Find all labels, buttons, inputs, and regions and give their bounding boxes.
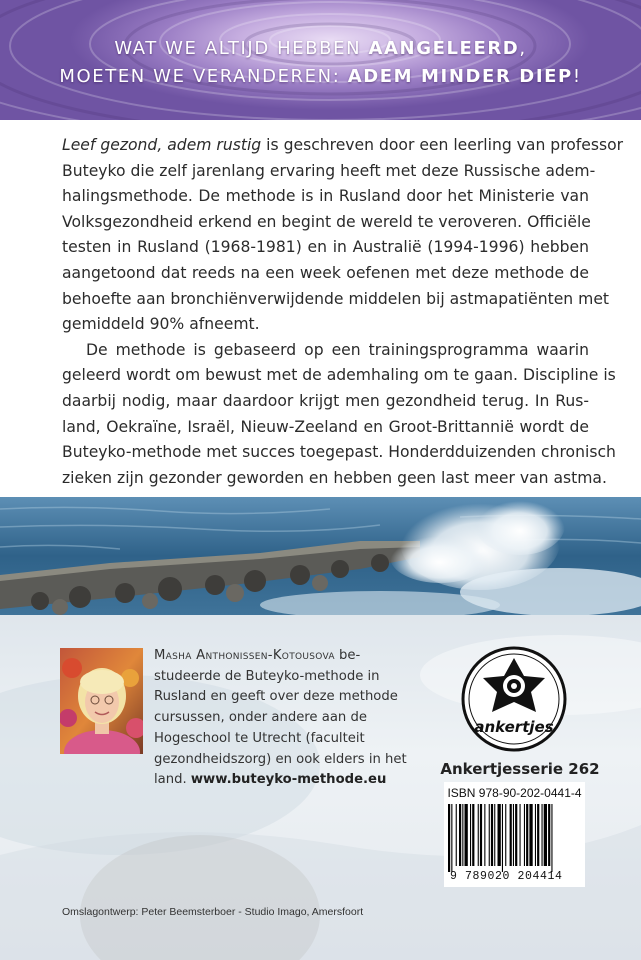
author-name: Masha Anthonissen-Kotousova [154,648,335,663]
bio-line: gezondheidszorg) en ook elders in het [154,751,407,767]
barcode-bar [513,804,514,866]
barcode-digits: 9 789020 204414 [450,870,563,883]
barcode-bar [510,804,512,866]
author-photo [60,648,143,754]
sea-pier-photo [0,497,641,615]
barcode [444,782,585,887]
barcode-bar [498,804,501,866]
barcode-bar [470,804,471,866]
barcode-bar [529,804,532,866]
bio-line: land. www.buteyko-methode.eu [154,772,387,788]
isbn-number: ISBN 978-90-202-0441-4 [447,786,582,800]
text-line: zieken zijn gezonder geworden en hebben geen last meer van astma. [62,468,607,487]
barcode-bar [478,804,479,866]
barcode-bar [465,804,468,866]
ankertjes-logo-icon [461,646,567,752]
barcode-bar [537,804,539,866]
barcode-bar [480,804,482,866]
text-line: testen in Rusland (1968-1981) en in Australië (1994-1996) hebben [62,238,589,257]
svg-text:ankertjes: ankertjes [474,718,554,736]
text-line: Volksgezondheid erkend en begint de wereld te veroveren. Officiële [62,212,591,231]
barcode-bar [489,804,490,866]
barcode-bar [544,804,547,866]
barcode-bar [494,804,495,866]
barcode-bar [520,804,521,866]
text-line: behoefte aan bronchiënverwijdende middelen bij astmapatiënten met [62,289,610,308]
text-line: geleerd wordt om bewust met de ademhaling om te gaan. Discipline is [62,366,616,385]
headline-line-2: MOETEN WE VERANDEREN: ADEM MINDER DIEP! [59,66,582,87]
paragraph-2 [62,338,616,492]
barcode-bar [524,804,525,866]
barcode-bar [451,804,452,872]
cover-credit: Omslagontwerp: Peter Beemsterboer - Studio Imago, Amersfoort [62,906,364,918]
barcode-bar [542,804,543,866]
barcode-bar [491,804,493,866]
bio-line: cursussen, onder andere aan de [154,710,367,726]
barcode-bar [515,804,517,866]
barcode-bar [484,804,485,866]
barcode-bar [502,804,503,872]
text-line: daarbij nodig, maar daardoor krijgt men gezondheid terug. In Rus- [62,391,589,410]
barcode-bar [505,804,506,866]
barcode-bar [462,804,463,866]
text-line: Leef gezond, adem rustig is geschreven door een leerling van professor [62,136,624,154]
ripple-pattern [0,0,641,120]
author-bio [154,646,407,791]
barcode-bar [459,804,461,866]
series-label: Ankertjesserie 262 [440,760,600,778]
bio-line: Masha Anthonissen-Kotousova be- [154,648,361,663]
description-text [62,133,624,491]
paragraph-1 [62,133,624,338]
barcode-bar [535,804,536,866]
barcode-bar [526,804,528,866]
bio-line: studeerde de Buteyko-methode in [154,668,380,684]
text-line: gemiddeld 90% afneemt. [62,315,260,334]
text-line: aangetoond dat reeds na een week oefenen met deze methode de [62,263,589,282]
barcode-bar [548,804,550,866]
bio-line: Rusland en geeft over deze methode [154,689,398,705]
barcode-bar [448,804,450,872]
text-line: De methode is gebaseerd op een trainingsprogramma waarin [86,340,589,359]
text-line: land, Oekraïne, Israël, Nieuw-Zeeland en Groot-Brittannië wordt de [62,417,589,436]
text-line: halingsmethode. De methode is in Rusland door het Ministerie van [62,187,589,206]
barcode-bar [456,804,457,866]
header-banner [0,0,641,120]
barcode-bars [448,804,581,872]
text-line: Buteyko-methode met succes toegepast. Honderdduizenden chronisch [62,443,616,462]
barcode-bar [551,804,552,872]
headline-line-1: WAT WE ALTIJD HEBBEN AANGELEERD, [114,38,527,59]
bio-line: Hogeschool te Utrecht (faculteit [154,730,365,746]
barcode-bar [472,804,474,866]
text-line: Buteyko die zelf jarenlang ervaring heeft met deze Russische adem- [62,161,596,180]
author-website[interactable]: www.buteyko-methode.eu [190,772,387,788]
